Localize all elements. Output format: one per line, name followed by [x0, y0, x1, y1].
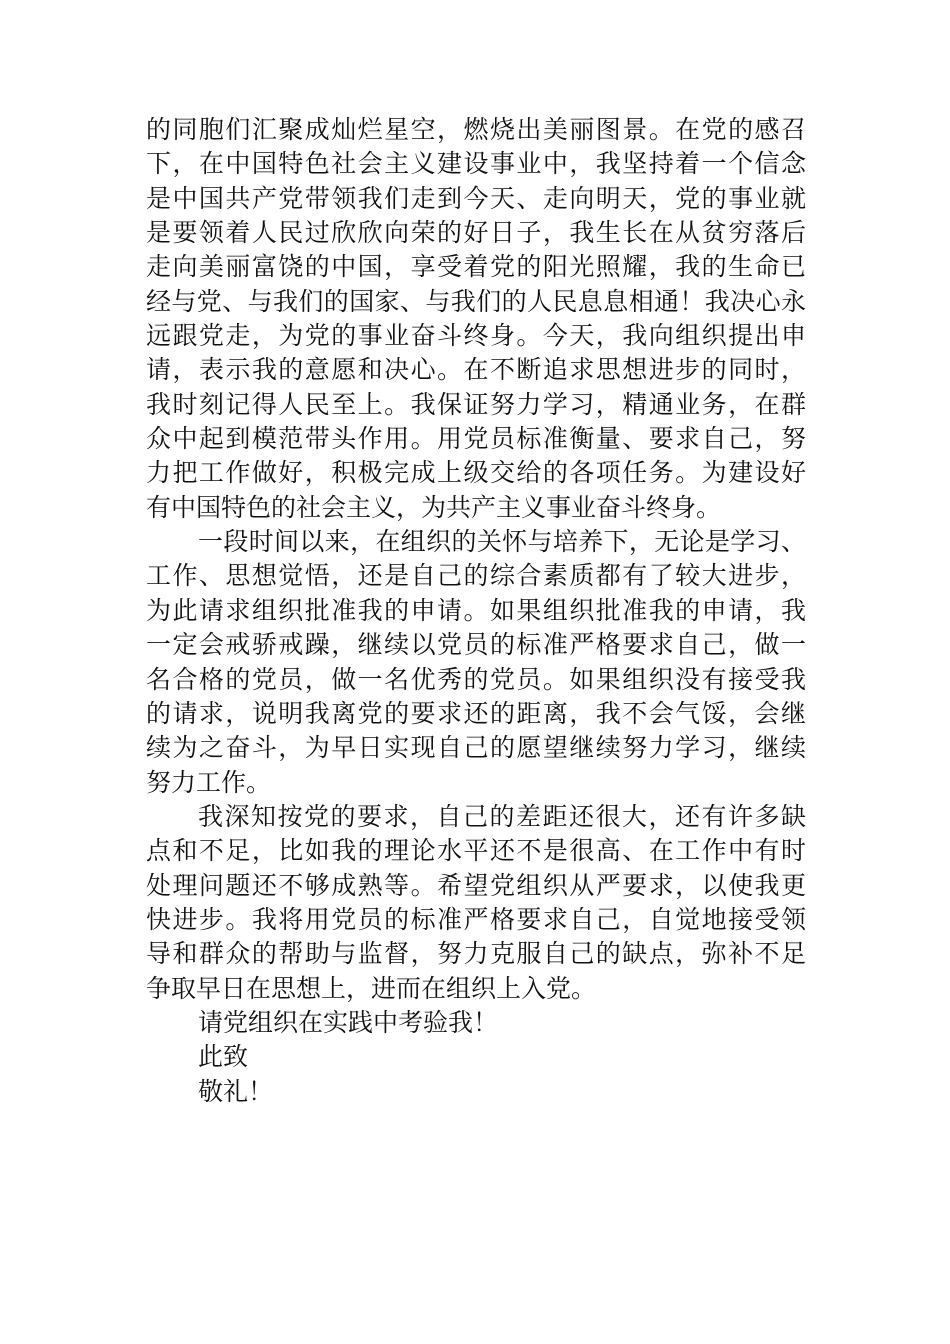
text-line: 远跟党走，为党的事业奋斗终身。今天，我向组织提出申: [146, 321, 806, 351]
text-line: 努力工作。: [146, 767, 272, 797]
text-line: 争取早日在思想上，进而在组织上入党。: [146, 973, 597, 1003]
text-line: 有中国特色的社会主义，为共产主义事业奋斗终身。: [146, 492, 722, 522]
text-line: 走向美丽富饶的中国，享受着党的阳光照耀，我的生命已: [146, 252, 806, 282]
document-body: [146, 113, 806, 1109]
text-line: 下，在中国特色社会主义建设事业中，我坚持着一个信念: [146, 149, 806, 179]
closing-regards: 敬礼！: [198, 1076, 274, 1106]
text-line: 我时刻记得人民至上。我保证努力学习，精通业务，在群: [146, 389, 806, 419]
text-line: 续为之奋斗，为早日实现自己的愿望继续努力学习，继续: [146, 733, 806, 763]
text-line: 是中国共产党带领我们走到今天、走向明天，党的事业就: [146, 183, 806, 213]
text-line: 点和不足，比如我的理论水平还不是很高、在工作中有时: [146, 836, 806, 866]
text-line: 处理问题还不够成熟等。希望党组织从严要求，以使我更: [146, 870, 806, 900]
text-line: 名合格的党员，做一名优秀的党员。如果组织没有接受我: [146, 664, 806, 694]
text-line: 快进步。我将用党员的标准严格要求自己，自觉地接受领: [146, 904, 806, 934]
text-line: 为此请求组织批准我的申请。如果组织批准我的申请，我: [146, 595, 806, 625]
text-line: 请，表示我的意愿和决心。在不断追求思想进步的同时，: [146, 355, 806, 385]
text-line: 力把工作做好，积极完成上级交给的各项任务。为建设好: [146, 458, 806, 488]
closing-request: 请党组织在实践中考验我！: [198, 1007, 499, 1037]
text-line: 导和群众的帮助与监督，努力克服自己的缺点，弥补不足: [146, 939, 806, 969]
text-line: 的请求，说明我离党的要求还的距离，我不会气馁，会继: [146, 698, 806, 728]
text-line: 众中起到模范带头作用。用党员标准衡量、要求自己，努: [146, 424, 806, 454]
paragraph-first-line: 我深知按党的要求，自己的差距还很大，还有许多缺: [198, 801, 806, 831]
text-line: 经与党、与我们的国家、与我们的人民息息相通！我决心永: [146, 286, 806, 316]
closing-salutation: 此致: [198, 1042, 249, 1072]
text-line: 的同胞们汇聚成灿烂星空，燃烧出美丽图景。在党的感召: [146, 115, 806, 144]
text-line: 是要领着人民过欣欣向荣的好日子，我生长在从贫穷落后: [146, 218, 806, 248]
text-line: 一定会戒骄戒躁，继续以党员的标准严格要求自己，做一: [146, 630, 806, 660]
text-line: 工作、思想觉悟，还是自己的综合素质都有了较大进步，: [146, 561, 806, 591]
paragraph-first-line: 一段时间以来，在组织的关怀与培养下，无论是学习、: [198, 527, 806, 557]
